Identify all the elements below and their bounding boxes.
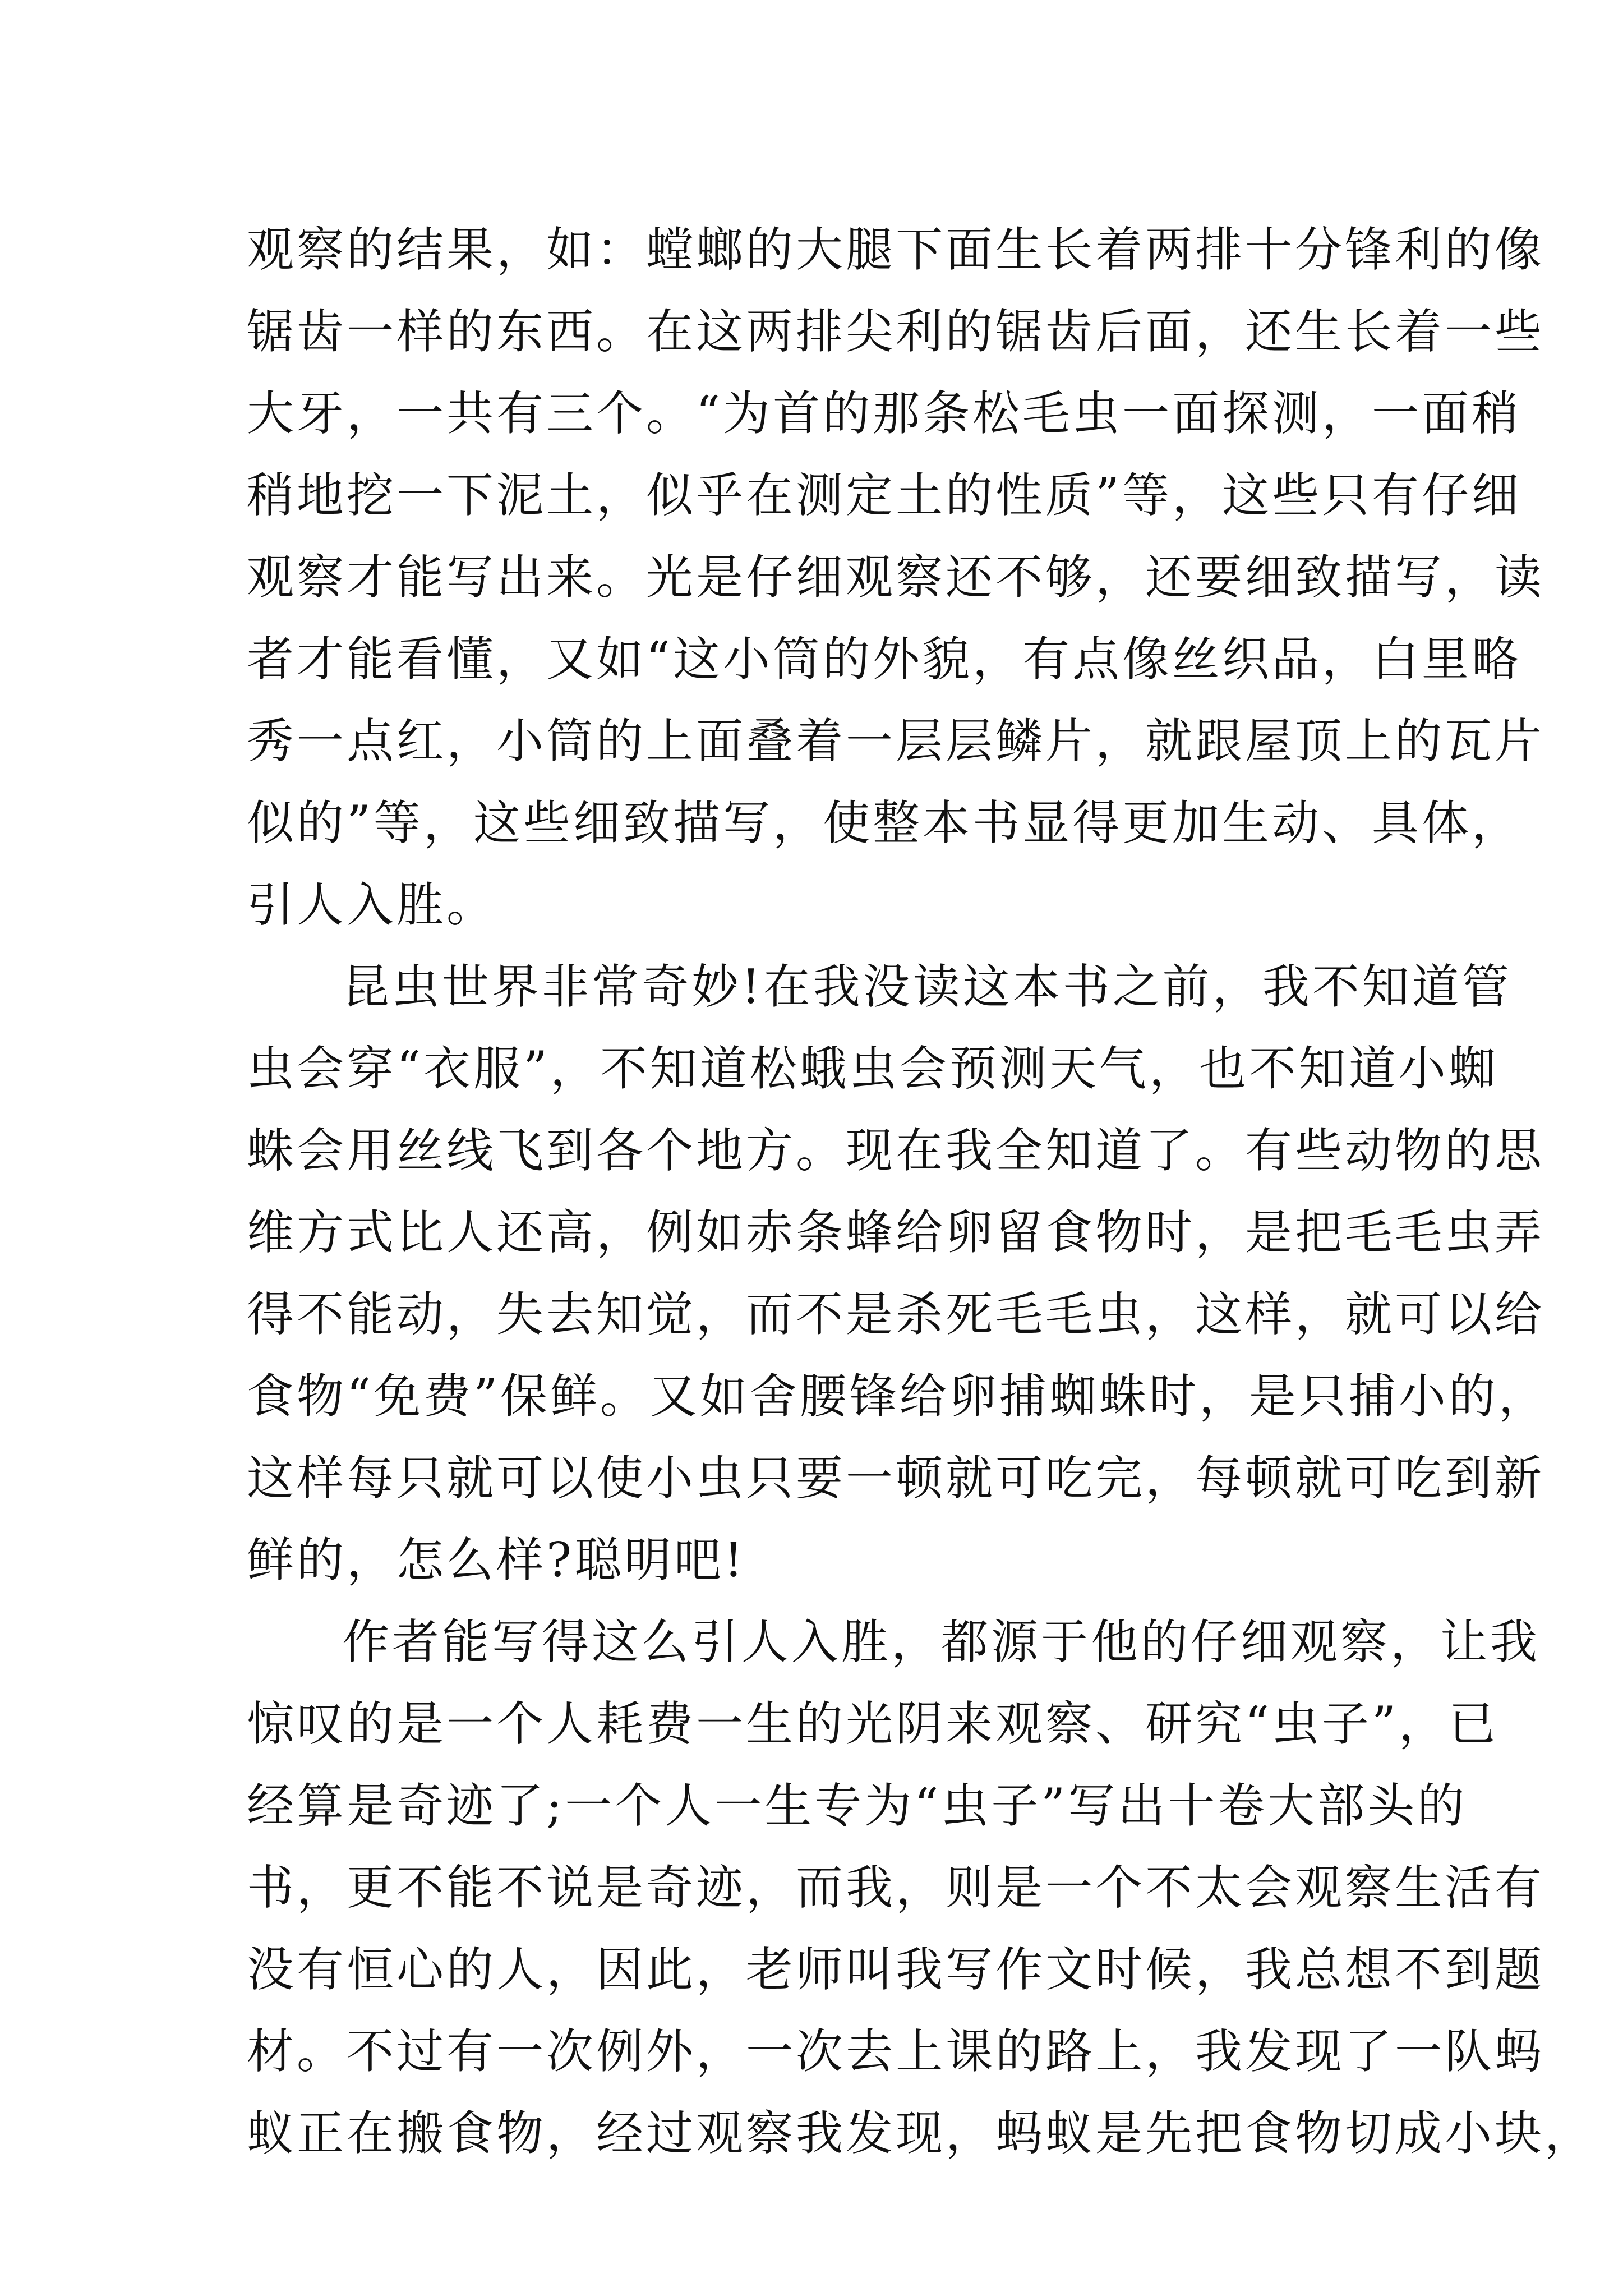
- text-line: 观察的结果，如：螳螂的大腿下面生长着两排十分锋利的像: [247, 222, 1545, 277]
- text-line: 这样每只就可以使小虫只要一顿就可吃完，每顿就可吃到新: [247, 1451, 1545, 1506]
- text-line: 没有恒心的人，因此，老师叫我写作文时候，我总想不到题: [247, 1942, 1545, 1997]
- text-line: 书，更不能不说是奇迹，而我，则是一个不太会观察生活有: [247, 1860, 1545, 1915]
- text-line: 蛛会用丝线飞到各个地方。现在我全知道了。有些动物的思: [247, 1123, 1545, 1178]
- text-line: 维方式比人还高，例如赤条蜂给卵留食物时，是把毛毛虫弄: [247, 1205, 1545, 1260]
- text-line: 食物“免费”保鲜。又如舍腰锋给卵捕蜘蛛时，是只捕小的，: [247, 1369, 1548, 1424]
- text-line: 材。不过有一次例外，一次去上课的路上，我发现了一队蚂: [247, 2024, 1545, 2079]
- text-line: 得不能动，失去知觉，而不是杀死毛毛虫，这样，就可以给: [247, 1287, 1545, 1342]
- text-line: 似的”等，这些细致描写，使整本书显得更加生动、具体，: [247, 795, 1521, 850]
- text-line: 锯齿一样的东西。在这两排尖利的锯齿后面，还生长着一些: [247, 304, 1545, 359]
- text-line: 惊叹的是一个人耗费一生的光阴来观察、研究“虫子”，已: [247, 1696, 1498, 1751]
- text-line: 观察才能写出来。光是仔细观察还不够，还要细致描写，读: [247, 550, 1545, 605]
- text-line: 昆虫世界非常奇妙!在我没读这本书之前，我不知道管: [342, 959, 1512, 1014]
- text-line: 作者能写得这么引人入胜，都源于他的仔细观察，让我: [342, 1614, 1541, 1669]
- text-line: 虫会穿“衣服”，不知道松蛾虫会预测天气，也不知道小蜘: [247, 1041, 1498, 1096]
- text-line: 蚁正在搬食物，经过观察我发现，蚂蚁是先把食物切成小块，: [247, 2106, 1595, 2161]
- text-line: 鲜的，怎么样?聪明吧!: [247, 1533, 746, 1588]
- text-line: 经算是奇迹了;一个人一生专为“虫子”写出十卷大部头的: [247, 1778, 1468, 1833]
- text-line: 大牙，一共有三个。“为首的那条松毛虫一面探测，一面稍: [247, 386, 1521, 441]
- text-line: 引人入胜。: [247, 877, 497, 932]
- text-line: 稍地挖一下泥土，似乎在测定土的性质”等，这些只有仔细: [247, 468, 1521, 523]
- text-line: 者才能看懂，又如“这小筒的外貌，有点像丝织品，白里略: [247, 632, 1521, 687]
- text-line: 秀一点红，小筒的上面叠着一层层鳞片，就跟屋顶上的瓦片: [247, 714, 1545, 769]
